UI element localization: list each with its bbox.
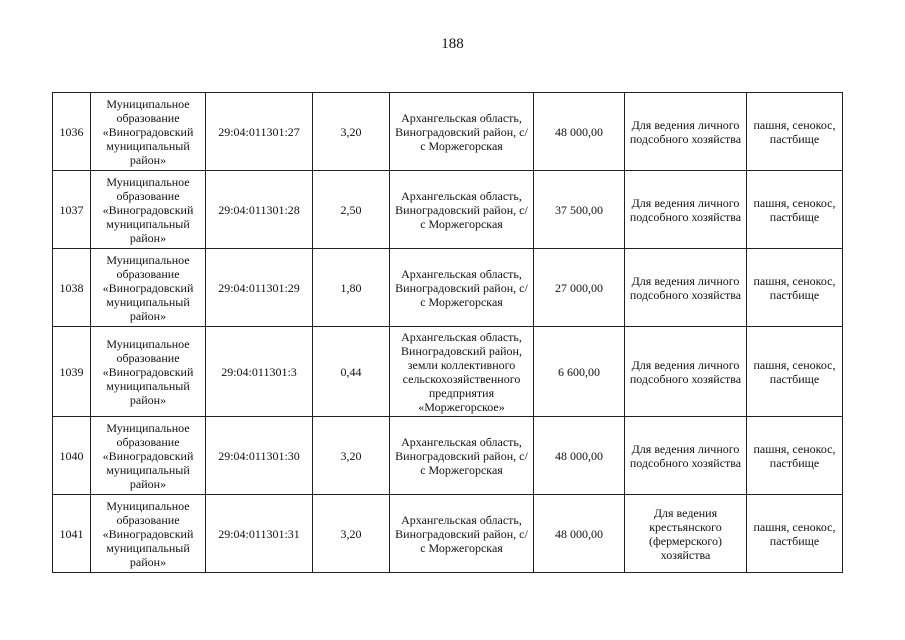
row-number-cell: 1041 <box>53 495 91 573</box>
table-row <box>53 495 843 573</box>
table-row <box>53 171 843 249</box>
price-cell: 48 000,00 <box>534 93 625 171</box>
area-cell: 1,80 <box>313 249 390 327</box>
address-cell: Архангельская область, Виноградовский район, с/с Моржегорская <box>390 93 534 171</box>
land-use-cell: пашня, сенокос, пастбище <box>747 495 843 573</box>
address-cell: Архангельская область, Виноградовский район, с/с Моржегорская <box>390 171 534 249</box>
price-cell: 6 600,00 <box>534 327 625 417</box>
address-cell: Архангельская область, Виноградовский район, с/с Моржегорская <box>390 495 534 573</box>
owner-cell: Муниципальное образование «Виноградовский муниципальный район» <box>91 171 206 249</box>
owner-cell: Муниципальное образование «Виноградовский муниципальный район» <box>91 417 206 495</box>
owner-cell: Муниципальное образование «Виноградовский муниципальный район» <box>91 495 206 573</box>
purpose-cell: Для ведения личного подсобного хозяйства <box>625 171 747 249</box>
cadastral-number-cell: 29:04:011301:29 <box>206 249 313 327</box>
table-row <box>53 327 843 417</box>
purpose-cell: Для ведения личного подсобного хозяйства <box>625 93 747 171</box>
land-plots-table <box>52 92 843 573</box>
row-number-cell: 1036 <box>53 93 91 171</box>
address-cell: Архангельская область, Виноградовский район, с/с Моржегорская <box>390 417 534 495</box>
cadastral-number-cell: 29:04:011301:30 <box>206 417 313 495</box>
land-use-cell: пашня, сенокос, пастбище <box>747 249 843 327</box>
table-row <box>53 417 843 495</box>
cadastral-number-cell: 29:04:011301:3 <box>206 327 313 417</box>
owner-cell: Муниципальное образование «Виноградовский муниципальный район» <box>91 93 206 171</box>
cadastral-number-cell: 29:04:011301:28 <box>206 171 313 249</box>
cadastral-number-cell: 29:04:011301:27 <box>206 93 313 171</box>
price-cell: 48 000,00 <box>534 495 625 573</box>
purpose-cell: Для ведения личного подсобного хозяйства <box>625 249 747 327</box>
page-number: 188 <box>441 36 464 52</box>
area-cell: 3,20 <box>313 93 390 171</box>
row-number-cell: 1038 <box>53 249 91 327</box>
address-cell: Архангельская область, Виноградовский район, с/с Моржегорская <box>390 249 534 327</box>
table-row <box>53 249 843 327</box>
land-use-cell: пашня, сенокос, пастбище <box>747 327 843 417</box>
price-cell: 48 000,00 <box>534 417 625 495</box>
table-row <box>53 93 843 171</box>
purpose-cell: Для ведения личного подсобного хозяйства <box>625 417 747 495</box>
area-cell: 3,20 <box>313 417 390 495</box>
price-cell: 27 000,00 <box>534 249 625 327</box>
price-cell: 37 500,00 <box>534 171 625 249</box>
owner-cell: Муниципальное образование «Виноградовский муниципальный район» <box>91 249 206 327</box>
land-use-cell: пашня, сенокос, пастбище <box>747 93 843 171</box>
row-number-cell: 1039 <box>53 327 91 417</box>
owner-cell: Муниципальное образование «Виноградовский муниципальный район» <box>91 327 206 417</box>
area-cell: 3,20 <box>313 495 390 573</box>
land-use-cell: пашня, сенокос, пастбище <box>747 171 843 249</box>
address-cell: Архангельская область, Виноградовский район, земли коллективного сельскохозяйственного предприятия «Моржегорское» <box>390 327 534 417</box>
area-cell: 2,50 <box>313 171 390 249</box>
row-number-cell: 1040 <box>53 417 91 495</box>
cadastral-number-cell: 29:04:011301:31 <box>206 495 313 573</box>
purpose-cell: Для ведения крестьянского (фермерского) хозяйства <box>625 495 747 573</box>
land-use-cell: пашня, сенокос, пастбище <box>747 417 843 495</box>
area-cell: 0,44 <box>313 327 390 417</box>
purpose-cell: Для ведения личного подсобного хозяйства <box>625 327 747 417</box>
row-number-cell: 1037 <box>53 171 91 249</box>
